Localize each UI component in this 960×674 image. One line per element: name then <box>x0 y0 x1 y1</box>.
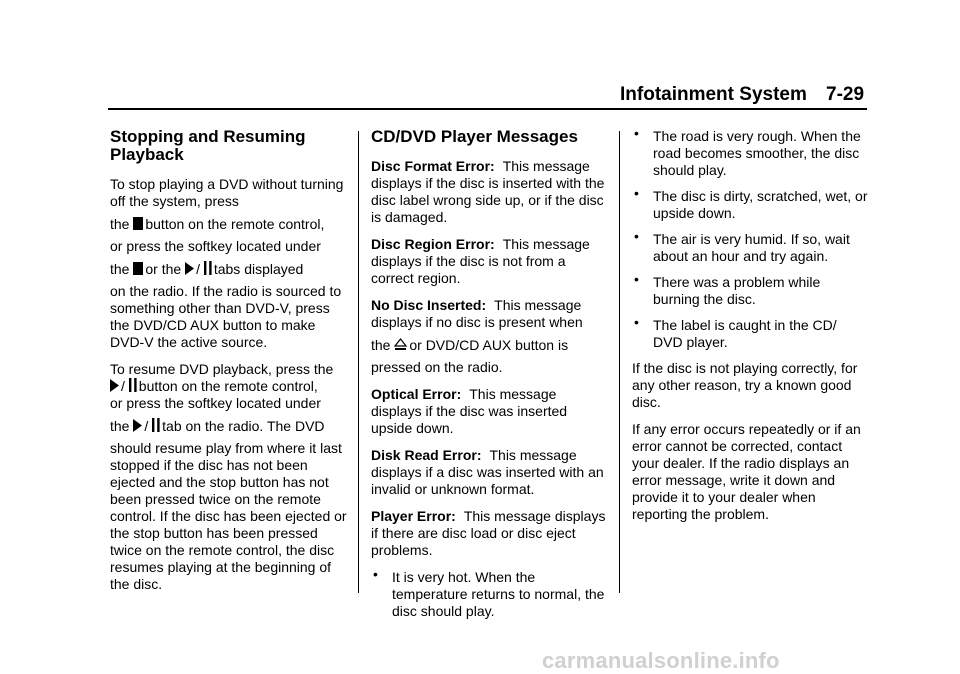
list-item: • The air is very humid. If so, wait about an hour and try again. <box>634 228 850 264</box>
message-player-error: Player Error: This message displays if there are disc load or disc eject problems. <box>371 508 606 558</box>
eject-icon <box>394 338 407 351</box>
page-header <box>0 80 960 110</box>
paragraph-try-known-disc: If the disc is not playing correctly, for any other reason, try a known good disc. <box>632 360 858 410</box>
section-title: Infotainment System <box>620 84 807 105</box>
message-no-disc-inserted: No Disc Inserted: This message displays if no disc is present when the or DVD/CD AUX button is pressed on the radio. <box>371 297 583 375</box>
bullet-icon: • <box>634 125 639 141</box>
stop-icon <box>133 217 143 230</box>
play-icon <box>133 419 142 432</box>
list-item: • The label is caught in the CD/ DVD player. <box>634 314 837 350</box>
bullet-icon: • <box>634 271 639 287</box>
page-number: 7-29 <box>826 84 865 105</box>
paragraph-resume: To resume DVD playback, press the / button on the remote control, or press the softkey located under the / tab on the radio. The DVD should resume play from where it last stopped if the disc has not been ejected and the stop button has not been pressed twice on the remote control. If the disc has been ejected or the stop button has been pressed twice on the remote control, the disc resumes playing at the beginning of the disc. <box>110 361 347 592</box>
heading-stopping-resuming: Stopping and Resuming Playback <box>110 127 306 164</box>
column-1 <box>110 128 352 603</box>
column-divider-2 <box>619 131 620 593</box>
message-optical-error: Optical Error: This message displays if the disc was inserted upside down. <box>371 386 568 436</box>
pause-icon <box>129 378 137 392</box>
message-disc-format-error: Disc Format Error: This message displays if the disc is inserted with the disc label wrong side up, or if the disc is damaged. <box>371 158 605 225</box>
watermark: carmanualsonline.info <box>542 648 780 673</box>
pause-icon <box>204 261 212 275</box>
paragraph-stop: To stop playing a DVD without turning off the system, press the button on the remote control, or press the softkey located under the or the / tabs displayed on the radio. If the radio is sourced to something other than DVD-V, press the DVD/CD AUX button to make DVD-V the active source. <box>110 176 344 350</box>
message-disk-read-error: Disk Read Error: This message displays if a disc was inserted with an invalid or unknown format. <box>371 447 604 497</box>
paragraph-contact-dealer: If any error occurs repeatedly or if an error cannot be corrected, contact your dealer. If the radio displays an error message, write it down and provide it to your dealer when reporting the problem. <box>632 421 861 522</box>
header-rule <box>108 108 867 110</box>
message-disc-region-error: Disc Region Error: This message displays if the disc is not from a correct region. <box>371 236 590 286</box>
play-icon <box>110 379 119 392</box>
list-item: • It is very hot. When the temperature returns to normal, the disc should play. <box>373 566 605 619</box>
bullet-icon: • <box>634 185 639 201</box>
list-item: • The disc is dirty, scratched, wet, or upside down. <box>634 185 868 221</box>
pause-icon <box>152 418 160 432</box>
play-icon <box>185 262 194 275</box>
heading-player-messages: CD/DVD Player Messages <box>371 127 578 146</box>
column-2 <box>371 128 607 629</box>
bullet-icon: • <box>634 228 639 244</box>
column-divider-1 <box>358 131 359 593</box>
list-item: • The road is very rough. When the road becomes smoother, the disc should play. <box>634 125 861 178</box>
stop-icon <box>133 262 143 275</box>
bullet-icon: • <box>634 314 639 330</box>
list-item: • There was a problem while burning the disc. <box>634 271 821 307</box>
column-3 <box>632 125 870 533</box>
bullet-icon: • <box>373 566 378 582</box>
